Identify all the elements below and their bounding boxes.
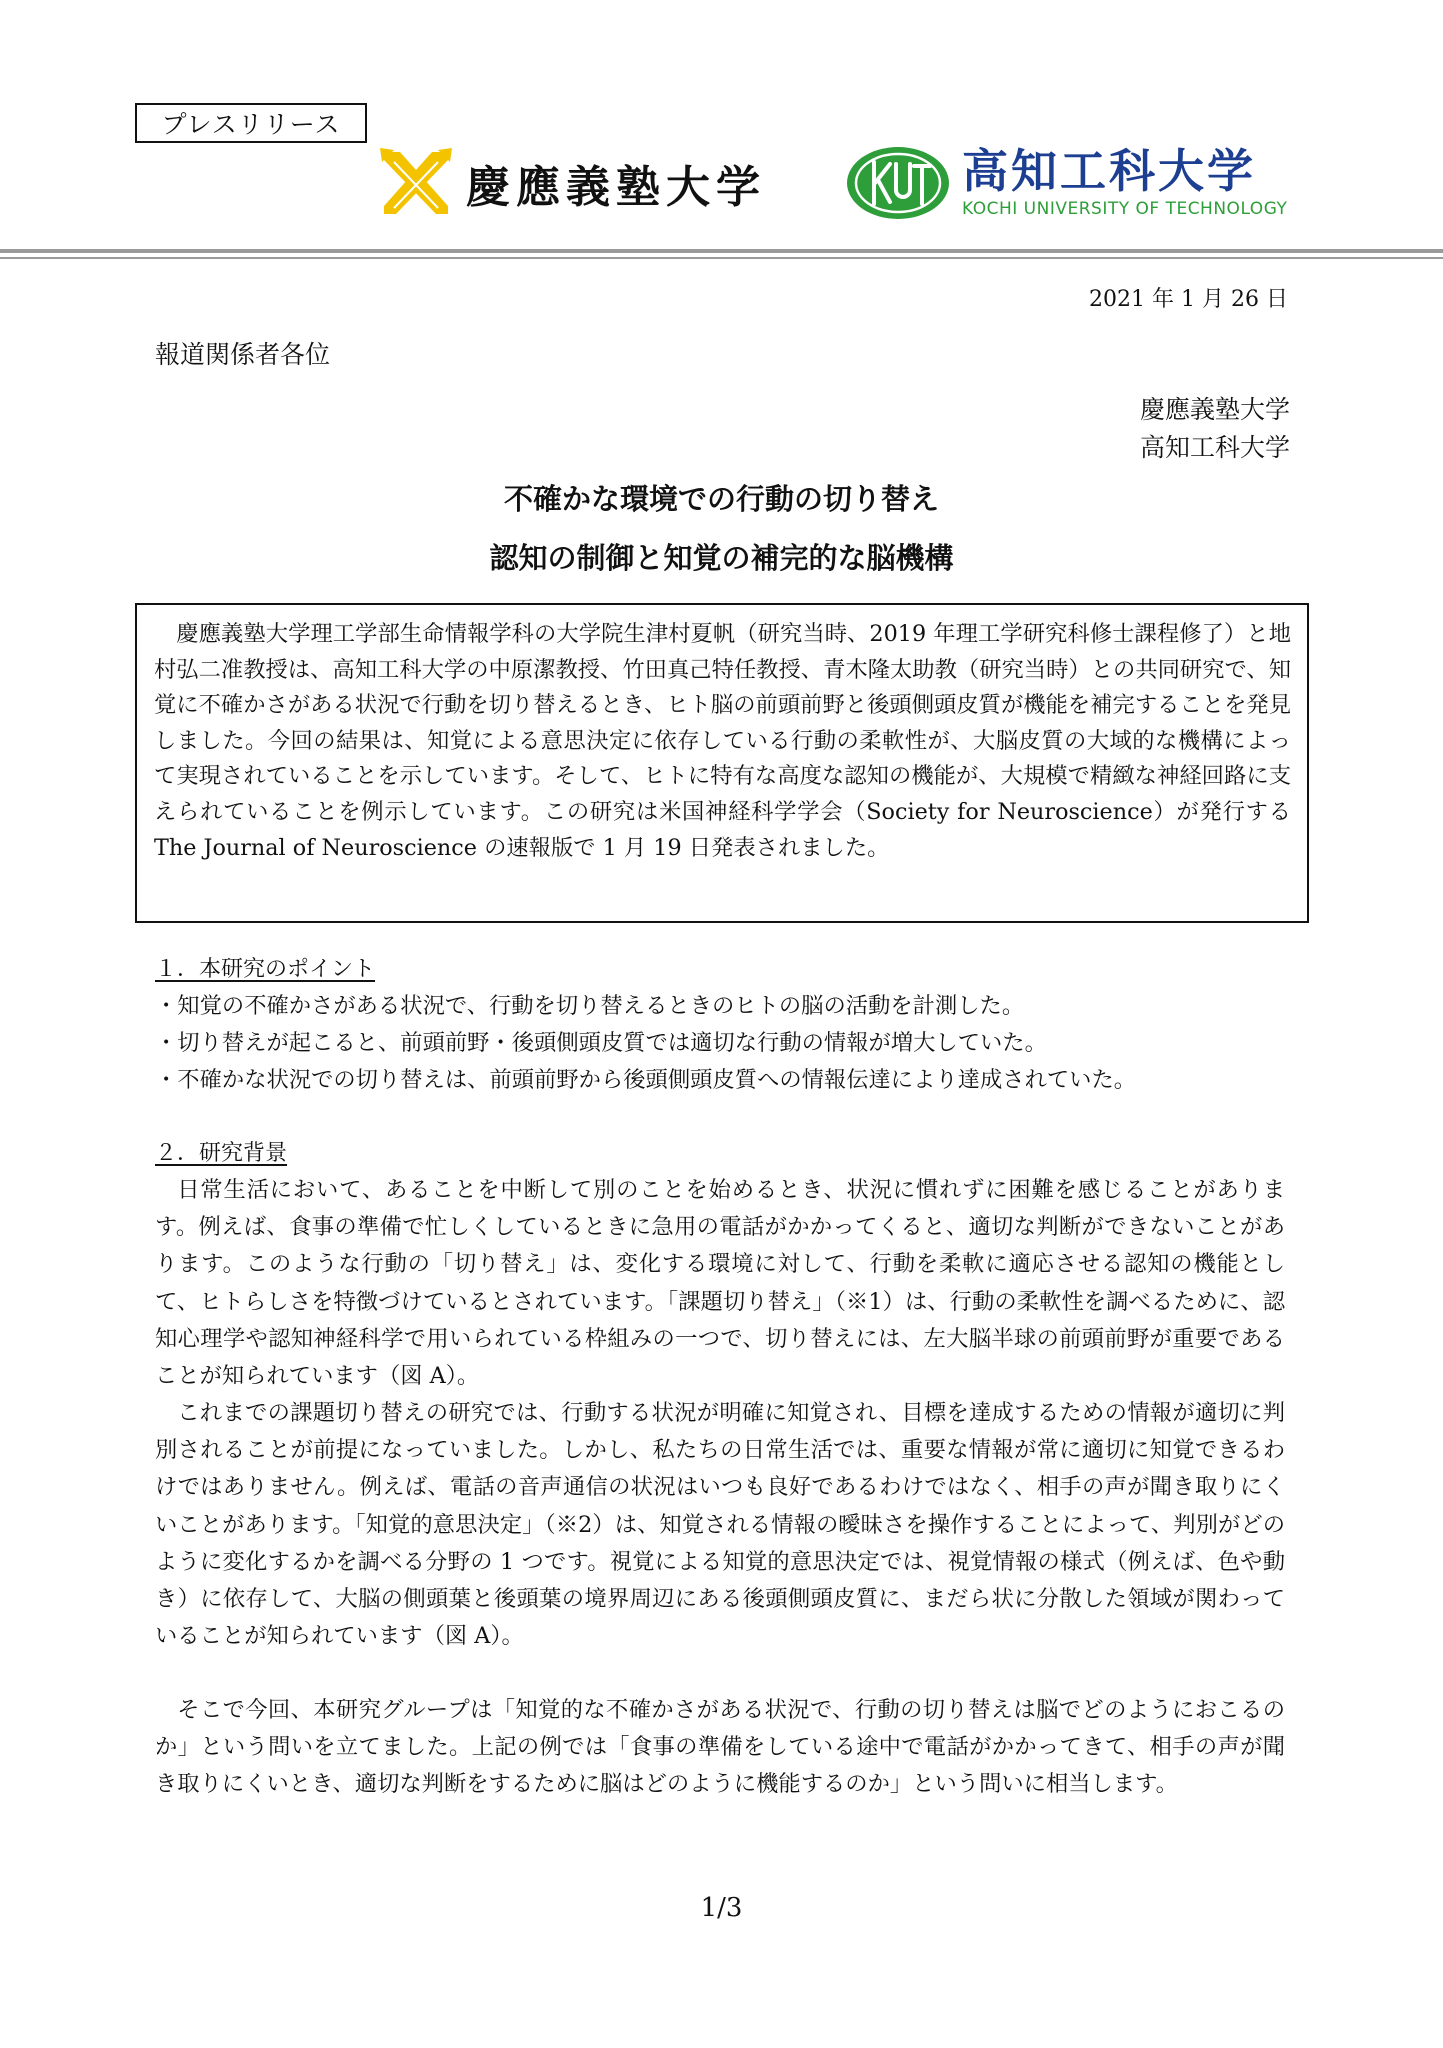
title-line-2: 認知の制御と知覚の補完的な脳機構 — [489, 541, 954, 575]
header-divider-thin — [0, 257, 1443, 259]
body-paragraph: 日常生活において、あることを中断して別のことを始めるとき、状況に慣れずに困難を感じることがあります。例えば、食事の準備で忙しくしているときに急用の電話がかかってくると、適切な判断ができないことがあります。このような行動の「切り替え」は、変化する環境に対して、行動を柔軟に適応させる認知の機能として、ヒトらしさを特徴づけているとされています。「課題切り替え」（※1）は、行動の柔軟性を調べるために、認知心理学や認知神経科学で用いられている枠組みの一つで、切り替えには、左大脳半球の前頭前野が重要であることが知られています（図 A）。 — [155, 1177, 1285, 1390]
kut-university-name: 高知工科大学 — [962, 144, 1256, 198]
section1-bullets — [155, 988, 1305, 1098]
body-paragraph: そこで今回、本研究グループは「知覚的な不確かさがある状況で、行動の切り替えは脳でどのようにおこるのか」という問いを立てました。上記の例では「食事の準備をしている途中で電話がかかってきて、相手の声が聞き取りにくいとき、適切な判断をするために脳はどのように機能するのか」という問いに相当します。 — [155, 1697, 1285, 1798]
keio-university-name: 慶應義塾大学 — [466, 162, 766, 213]
keio-logo — [380, 148, 766, 218]
kut-logo — [846, 146, 1287, 220]
press-release-label: プレスリリース — [135, 103, 367, 143]
section2-paragraph-2-block — [155, 1395, 1285, 1655]
kut-university-name-en: KOCHI UNIVERSITY OF TECHNOLOGY — [962, 199, 1288, 219]
bullet-item: ・不確かな状況での切り替えは、前頭前野から後頭側頭皮質への情報伝達により達成されていた。 — [155, 1066, 1137, 1093]
section1-heading: １．本研究のポイント — [155, 957, 376, 982]
sender-kut: 高知工科大学 — [1139, 433, 1290, 462]
section2-paragraph-3-block — [155, 1692, 1285, 1804]
page-number: 1/3 — [700, 1893, 743, 1923]
bullet-item: ・知覚の不確かさがある状況で、行動を切り替えるときのヒトの脳の活動を計測した。 — [155, 993, 1025, 1019]
section2-paragraph-1-block — [155, 1172, 1285, 1395]
section2-heading: ２．研究背景 — [155, 1141, 288, 1166]
kut-emblem-icon — [846, 146, 950, 220]
keio-pen-icon — [380, 148, 452, 218]
header-divider — [0, 249, 1443, 253]
sender-keio: 慶應義塾大学 — [1139, 395, 1290, 424]
summary-text: 慶應義塾大学理工学部生命情報学科の大学院生津村夏帆（研究当時、2019 年理工学研究科修士課程修了）と地村弘二准教授は、高知工科大学の中原潔教授、竹田真己特任教授、青木隆太助教（研究当時）との共同研究で、知覚に不確かさがある状況で行動を切り替えるとき、ヒト脳の前頭前野と後頭側頭皮質が機能を補完することを発見しました。今回の結果は、知覚による意思決定に依存している行動の柔軟性が、大脳皮質の大域的な機構によって実現されていることを示しています。そして、ヒトに特有な高度な認知の機能が、大規模で精緻な神経回路に支えられていることを例示しています。この研究は米国神経科学学会（Society for Neuroscience）が発行する The Journal of Neuroscience の速報版で 1 月 19 日発表されました。 — [154, 621, 1291, 861]
title-line-1: 不確かな環境での行動の切り替え — [503, 482, 939, 516]
summary-box — [135, 603, 1309, 923]
bullet-item: ・切り替えが起こると、前頭前野・後頭側頭皮質では適切な行動の情報が増大していた。 — [155, 1029, 1047, 1056]
addressee: 報道関係者各位 — [155, 340, 331, 369]
release-date: 2021 年 1 月 26 日 — [1089, 287, 1288, 312]
body-paragraph: これまでの課題切り替えの研究では、行動する状況が明確に知覚され、目標を達成するための情報が適切に判別されることが前提になっていました。しかし、私たちの日常生活では、重要な情報が常に適切に知覚できるわけではありません。例えば、電話の音声通信の状況はいつも良好であるわけではなく、相手の声が聞き取りにくいことがあります。「知覚的意思決定」（※2）は、知覚される情報の曖昧さを操作することによって、判別がどのように変化するかを調べる分野の 1 つです。視覚による知覚的意思決定では、視覚情報の様式（例えば、色や動き）に依存して、大脳の側頭葉と後頭葉の境界周辺にある後頭側頭皮質に、まだら状に分散した領域が関わっていることが知られています（図 A）。 — [155, 1400, 1285, 1650]
